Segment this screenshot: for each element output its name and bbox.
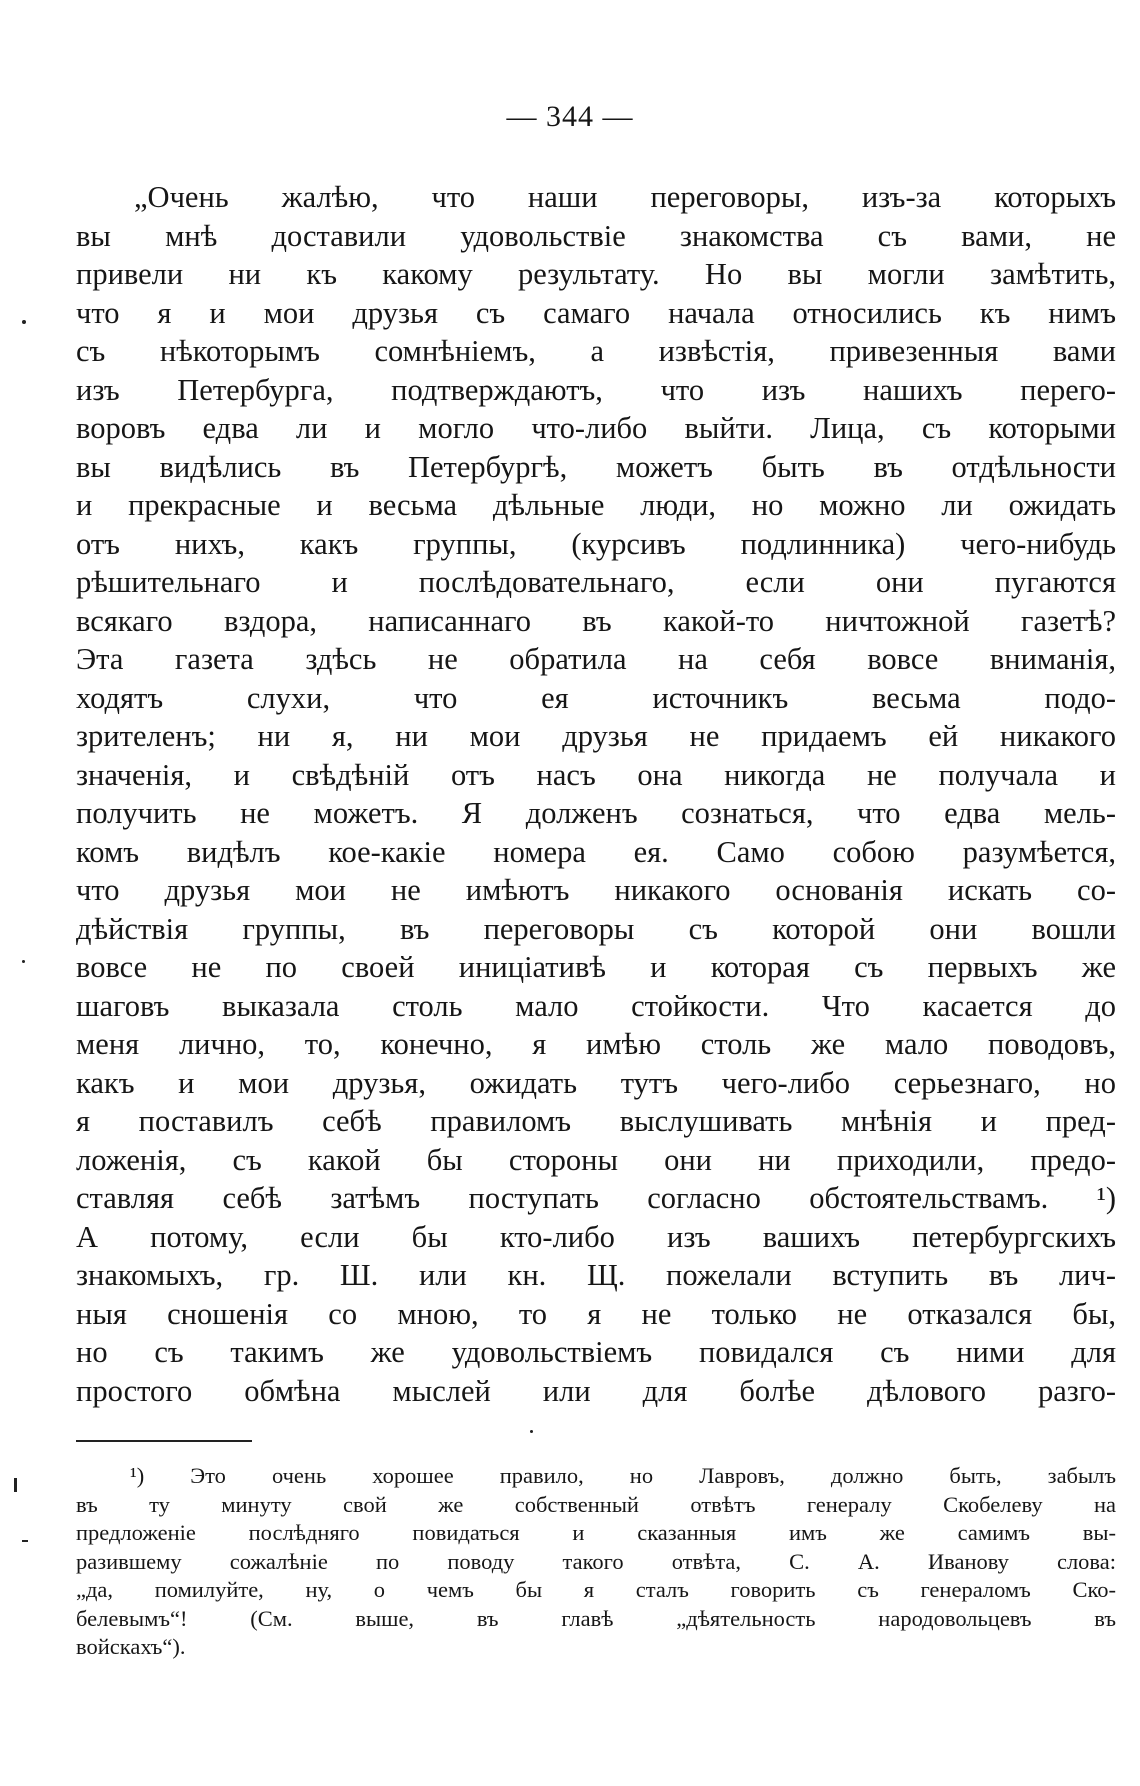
body-line: изъ Петербурга, подтверждаютъ, что изъ нашихъ перего-	[76, 372, 1116, 407]
footnote-line: войскахъ“).	[76, 1634, 186, 1659]
body-line: ставляя себѣ затѣмъ поступать согласно обстоятельствамъ. ¹)	[76, 1181, 1116, 1215]
body-line: ходятъ слухи, что ея источникъ весьма подо-	[76, 680, 1116, 715]
body-line: рѣшительнаго и послѣдовательнаго, если они пугаются	[76, 565, 1116, 599]
body-line: какъ и мои друзья, ожидать тутъ чего-либо серьезнаго, но	[76, 1065, 1116, 1100]
body-line: Эта газета здѣсь не обратила на себя вовсе вниманія,	[76, 642, 1116, 676]
body-line: знакомыхъ, гр. Ш. или кн. Щ. пожелали вступить въ лич-	[76, 1258, 1116, 1292]
body-line: что я и мои друзья съ самаго начала относились къ нимъ	[76, 295, 1116, 330]
footnote-line: ¹) Это очень хорошее правило, но Лавровъ, должно быть, забылъ	[130, 1463, 1116, 1488]
body-text	[76, 178, 1116, 1410]
footnote-line: предложеніе послѣдняго повидаться и сказанныя имъ же самимъ вы-	[76, 1520, 1116, 1545]
body-line: значенія, и свѣдѣній отъ насъ она никогда не получала и	[76, 757, 1116, 792]
body-line: вы мнѣ доставили удовольствіе знакомства съ вами, не	[76, 218, 1116, 253]
body-line: вы видѣлись въ Петербургѣ, можетъ быть въ отдѣльности	[76, 449, 1116, 484]
scan-speck	[22, 1540, 28, 1542]
scan-speck	[22, 320, 26, 324]
footnote-line: белевымъ“! (См. выше, въ главѣ „дѣятельность народовольцевъ въ	[76, 1605, 1116, 1631]
footnote	[76, 1462, 1116, 1662]
footnote-divider	[76, 1440, 252, 1442]
body-line: „Очень жалѣю, что наши переговоры, изъ-за которыхъ	[134, 180, 1116, 214]
body-line: меня лично, то, конечно, я имѣю столь же мало поводовъ,	[76, 1027, 1116, 1061]
body-line: съ нѣкоторымъ сомнѣніемъ, а извѣстія, привезенныя вами	[76, 334, 1116, 368]
body-line: дѣйствія группы, въ переговоры съ которой они вошли	[76, 911, 1116, 946]
body-line: воровъ едва ли и могло что-либо выйти. Лица, съ которыми	[76, 411, 1116, 445]
body-line: всякаго вздора, написаннаго въ какой-то ничтожной газетѣ?	[76, 603, 1116, 638]
body-line: привели ни къ какому результату. Но вы могли замѣтить,	[76, 257, 1116, 291]
body-line: комъ видѣлъ кое-какіе номера ея. Само собою разумѣется,	[76, 834, 1116, 869]
body-line: и прекрасные и весьма дѣльные люди, но можно ли ожидать	[76, 488, 1116, 522]
body-line: вовсе не по своей иниціативѣ и которая съ первыхъ же	[76, 950, 1116, 984]
body-line: ныя сношенія со мною, то я не только не отказался бы,	[76, 1296, 1116, 1331]
body-line: зрителенъ; ни я, ни мои друзья не придаемъ ей никакого	[76, 719, 1116, 753]
body-line: я поставилъ себѣ правиломъ выслушивать мнѣнія и пред-	[76, 1104, 1116, 1138]
body-line: но съ такимъ же удовольствіемъ повидался съ ними для	[76, 1335, 1116, 1369]
body-line: что друзья мои не имѣютъ никакого основанія искать со-	[76, 873, 1116, 907]
scan-speck	[22, 960, 25, 963]
body-line: ложенія, съ какой бы стороны они ни приходили, предо-	[76, 1142, 1116, 1177]
body-line: получить не можетъ. Я долженъ сознаться, что едва мель-	[76, 796, 1116, 830]
scan-speck	[14, 1478, 17, 1492]
body-line: простого обмѣна мыслей или для болѣе дѣлового разго-	[76, 1373, 1116, 1408]
footnote-line: разившему сожалѣніе по поводу такого отвѣта, С. А. Иванову слова:	[76, 1548, 1116, 1574]
scan-speck	[530, 1430, 533, 1433]
body-line: А потому, если бы кто-либо изъ вашихъ петербургскихъ	[76, 1219, 1116, 1254]
page-number: — 344 —	[506, 100, 634, 133]
footnote-line: въ ту минуту свой же собственный отвѣтъ генералу Скобелеву на	[76, 1491, 1116, 1517]
footnote-line: „да, помилуйте, ну, о чемъ бы я сталъ говорить съ генераломъ Ско-	[76, 1577, 1116, 1602]
body-line: отъ нихъ, какъ группы, (курсивъ подлинника) чего-нибудь	[76, 526, 1116, 561]
body-line: шаговъ выказала столь мало стойкости. Что касается до	[76, 988, 1116, 1023]
